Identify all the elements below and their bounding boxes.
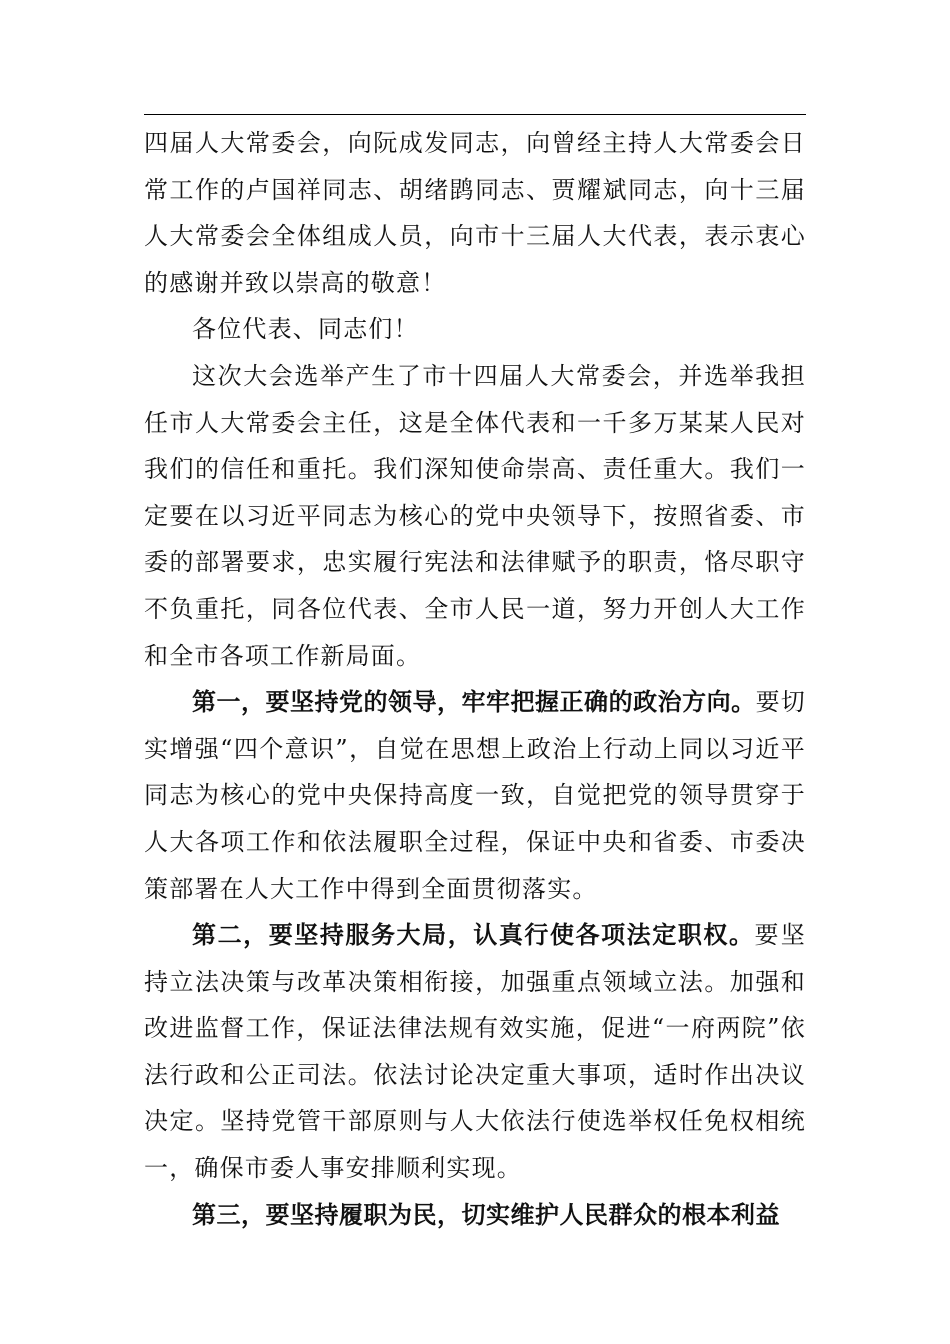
paragraph-salutation [144,306,806,353]
paragraph-text: 各位代表、同志们！ [192,315,419,344]
document-body [144,120,806,1238]
paragraph-heading: 第一，要坚持党的领导，牢牢把握正确的政治方向。 [192,688,756,717]
paragraph-continuation [144,120,806,306]
paragraph-election [144,353,806,679]
paragraph-point-two [144,912,806,1192]
paragraph-point-three [144,1192,806,1239]
paragraph-text: 要坚持立法决策与改革决策相衔接，加强重点领域立法。加强和改进监督工作，保证法律法规有效实施，促进“一府两院”依法行政和公正司法。依法讨论决定重大事项，适时作出决议决定。坚持党管干部原则与人大依法行使选举权任免权相统一，确保市委人事安排顺利实现。 [144,921,807,1183]
paragraph-text: 这次大会选举产生了市十四届人大常委会，并选举我担任市人大常委会主任，这是全体代表和一千多万某某人民对我们的信任和重托。我们深知使命崇高、责任重大。我们一定要在以习近平同志为核心的党中央领导下，按照省委、市委的部署要求，忠实履行宪法和法律赋予的职责，恪尽职守不负重托，同各位代表、全市人民一道，努力开创人大工作和全市各项工作新局面。 [144,361,806,670]
paragraph-text: 四届人大常委会，向阮成发同志，向曾经主持人大常委会日常工作的卢国祥同志、胡绪鹍同志、贾耀斌同志，向十三届人大常委会全体组成人员，向市十三届人大代表，表示衷心的感谢并致以崇高的敬意！ [144,129,806,297]
paragraph-heading: 第二，要坚持服务大局，认真行使各项法定职权。 [192,921,755,950]
paragraph-heading: 第三，要坚持履职为民，切实维护人民群众的根本利益 [192,1200,780,1229]
header-rule [144,114,806,115]
paragraph-text: 要切实增强“四个意识”，自觉在思想上政治上行动上同以习近平同志为核心的党中央保持高度一致，自觉把党的领导贯穿于人大各项工作和依法履职全过程，保证中央和省委、市委决策部署在人大工作中得到全面贯彻落实。 [144,688,806,903]
paragraph-point-one [144,679,806,912]
